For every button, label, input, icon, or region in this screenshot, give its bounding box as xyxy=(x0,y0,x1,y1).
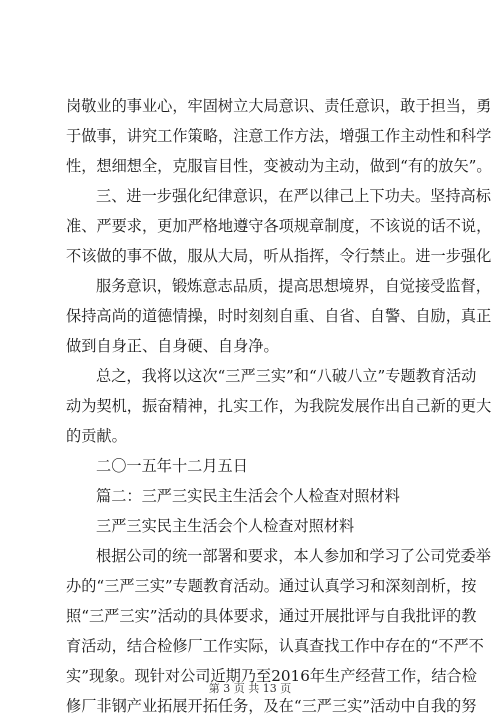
body-line: 总之，我将以这次“三严三实”和“八破八立”专题教育活动 xyxy=(96,367,477,385)
body-line: 性，想细想全，克服盲目性，变被动为主动，做到“有的放矢”。 xyxy=(66,157,492,175)
body-line: 办的“三严三实”专题教育活动。通过认真学习和深刻剖析，按 xyxy=(66,577,477,595)
page-footer: 第 3 页 共 13 页 xyxy=(208,682,292,695)
section-title: 三严三实民主生活会个人检查对照材料 xyxy=(96,517,355,535)
body-line: 岗敬业的事业心，牢固树立大局意识、责任意识，敢于担当，勇 xyxy=(66,97,492,115)
body-line: 三、进一步强化纪律意识，在严以律己上下功夫。坚持高标 xyxy=(96,187,491,205)
body-line: 于做事，讲究工作策略，注意工作方法，增强工作主动性和科学 xyxy=(66,127,492,145)
body-line: 做到自身正、自身硬、自身净。 xyxy=(66,337,279,355)
section-heading: 篇二：三严三实民主生活会个人检查对照材料 xyxy=(96,487,400,505)
body-line: 的贡献。 xyxy=(66,427,127,445)
body-line: 照“三严三实”活动的具体要求，通过开展批评与自我批评的教 xyxy=(66,607,477,625)
body-line: 不该做的事不做，服从大局，听从指挥，令行禁止。进一步强化 xyxy=(66,247,492,265)
body-line: 实”现象。现针对公司近期乃至2016年生产经营工作，结合检 xyxy=(66,667,477,685)
body-line: 保持高尚的道德情操，时时刻刻自重、自省、自警、自励，真正 xyxy=(66,307,492,325)
body-line: 育活动，结合检修厂工作实际，认真查找工作中存在的“不严不 xyxy=(66,637,484,655)
body-line: 根据公司的统一部署和要求，本人参加和学习了公司党委举 xyxy=(96,547,491,565)
date-line: 二〇一五年十二月五日 xyxy=(96,457,248,475)
body-line: 服务意识，锻炼意志品质，提高思想境界，自觉接受监督， xyxy=(96,277,491,295)
body-line: 修厂非钢产业拓展开拓任务，及在“三严三实”活动中自我的努 xyxy=(66,697,477,715)
body-line: 准、严要求，更加严格地遵守各项规章制度，不该说的话不说， xyxy=(66,217,492,235)
body-line: 动为契机，振奋精神，扎实工作，为我院发展作出自己新的更大 xyxy=(66,397,492,415)
